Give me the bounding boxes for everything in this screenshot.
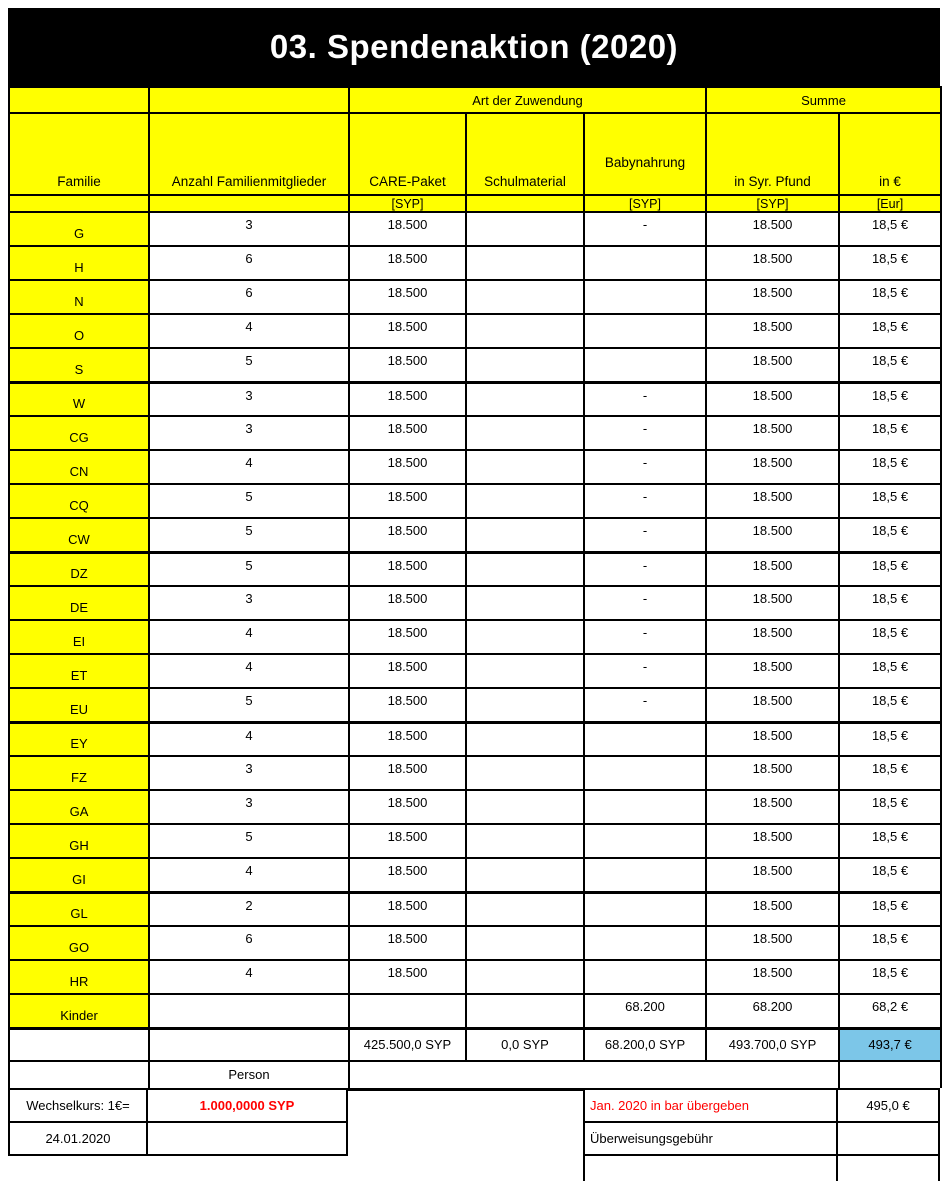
fee-value-cell bbox=[836, 1121, 940, 1156]
family-cell: DE bbox=[9, 586, 149, 620]
members-cell: 4 bbox=[149, 314, 349, 348]
members-cell: 3 bbox=[149, 382, 349, 416]
eur-cell: 18,5 € bbox=[839, 960, 941, 994]
cash-note-cell: Jan. 2020 in bar übergeben bbox=[583, 1088, 838, 1123]
schulmaterial-cell bbox=[466, 858, 584, 892]
syp-cell: 18.500 bbox=[706, 518, 839, 552]
babynahrung-cell: 68.200 bbox=[584, 994, 706, 1028]
eur-cell: 18,5 € bbox=[839, 314, 941, 348]
eur-cell: 18,5 € bbox=[839, 212, 941, 246]
schulmaterial-cell bbox=[466, 926, 584, 960]
care-cell: 18.500 bbox=[349, 586, 466, 620]
members-cell: 3 bbox=[149, 416, 349, 450]
schulmaterial-cell bbox=[466, 790, 584, 824]
eur-cell: 18,5 € bbox=[839, 586, 941, 620]
table-row bbox=[9, 824, 941, 858]
babynahrung-cell bbox=[584, 756, 706, 790]
care-cell: 18.500 bbox=[349, 416, 466, 450]
eur-cell: 18,5 € bbox=[839, 688, 941, 722]
family-cell: H bbox=[9, 246, 149, 280]
donation-table bbox=[8, 86, 942, 1088]
totals-anzahl-cell bbox=[149, 1028, 349, 1061]
syp-cell: 18.500 bbox=[706, 892, 839, 926]
schulmaterial-cell bbox=[466, 484, 584, 518]
members-cell: 5 bbox=[149, 688, 349, 722]
column-header-row bbox=[9, 113, 941, 195]
babynahrung-cell bbox=[584, 960, 706, 994]
care-cell: 18.500 bbox=[349, 314, 466, 348]
syp-cell: 18.500 bbox=[706, 620, 839, 654]
schulmaterial-cell bbox=[466, 654, 584, 688]
table-row bbox=[9, 518, 941, 552]
table-row bbox=[9, 654, 941, 688]
schulmaterial-cell bbox=[466, 552, 584, 586]
members-cell: 4 bbox=[149, 722, 349, 756]
syp-cell: 18.500 bbox=[706, 450, 839, 484]
care-cell: 18.500 bbox=[349, 620, 466, 654]
footer-section bbox=[8, 1088, 940, 1181]
family-cell: FZ bbox=[9, 756, 149, 790]
unit-anzahl bbox=[149, 195, 349, 212]
col-header-familie: Familie bbox=[9, 113, 149, 195]
schulmaterial-cell bbox=[466, 994, 584, 1028]
babynahrung-cell: - bbox=[584, 416, 706, 450]
family-cell: GL bbox=[9, 892, 149, 926]
members-cell: 3 bbox=[149, 586, 349, 620]
totals-familie-cell bbox=[9, 1028, 149, 1061]
syp-cell: 18.500 bbox=[706, 858, 839, 892]
eur-cell: 68,2 € bbox=[839, 994, 941, 1028]
col-header-babynahrung: Babynahrung bbox=[584, 113, 706, 195]
syp-cell: 18.500 bbox=[706, 552, 839, 586]
babynahrung-cell bbox=[584, 790, 706, 824]
person-spacer-cell bbox=[9, 1061, 149, 1088]
family-cell: GA bbox=[9, 790, 149, 824]
babynahrung-cell: - bbox=[584, 586, 706, 620]
eur-cell: 18,5 € bbox=[839, 654, 941, 688]
fee-empty-cell bbox=[583, 1154, 838, 1181]
table-row bbox=[9, 450, 941, 484]
family-cell: ET bbox=[9, 654, 149, 688]
syp-cell: 18.500 bbox=[706, 926, 839, 960]
members-cell: 5 bbox=[149, 484, 349, 518]
members-cell: 5 bbox=[149, 518, 349, 552]
eur-cell: 18,5 € bbox=[839, 722, 941, 756]
care-cell: 18.500 bbox=[349, 756, 466, 790]
schulmaterial-cell bbox=[466, 280, 584, 314]
members-cell: 6 bbox=[149, 926, 349, 960]
eur-cell: 18,5 € bbox=[839, 246, 941, 280]
table-row bbox=[9, 348, 941, 382]
table-row bbox=[9, 314, 941, 348]
totals-schulmaterial-cell: 0,0 SYP bbox=[466, 1028, 584, 1061]
family-cell: CN bbox=[9, 450, 149, 484]
family-cell: S bbox=[9, 348, 149, 382]
babynahrung-cell: - bbox=[584, 654, 706, 688]
schulmaterial-cell bbox=[466, 382, 584, 416]
schulmaterial-cell bbox=[466, 756, 584, 790]
unit-schulmaterial bbox=[466, 195, 584, 212]
syp-cell: 18.500 bbox=[706, 688, 839, 722]
members-cell: 3 bbox=[149, 790, 349, 824]
fee-label-cell: Überweisungsgebühr bbox=[583, 1121, 838, 1156]
babynahrung-cell: - bbox=[584, 620, 706, 654]
babynahrung-cell: - bbox=[584, 518, 706, 552]
eur-cell: 18,5 € bbox=[839, 824, 941, 858]
babynahrung-cell bbox=[584, 348, 706, 382]
table-row bbox=[9, 926, 941, 960]
schulmaterial-cell bbox=[466, 314, 584, 348]
table-row bbox=[9, 858, 941, 892]
footer-highlight-empty-cell bbox=[836, 1154, 940, 1181]
babynahrung-cell bbox=[584, 858, 706, 892]
members-cell: 4 bbox=[149, 450, 349, 484]
family-cell: CW bbox=[9, 518, 149, 552]
wechselkurs-label-cell: Wechselkurs: 1€= bbox=[8, 1088, 148, 1123]
care-cell: 18.500 bbox=[349, 688, 466, 722]
table-row bbox=[9, 722, 941, 756]
members-cell: 5 bbox=[149, 552, 349, 586]
eur-cell: 18,5 € bbox=[839, 416, 941, 450]
eur-cell: 18,5 € bbox=[839, 790, 941, 824]
babynahrung-cell bbox=[584, 892, 706, 926]
schulmaterial-cell bbox=[466, 450, 584, 484]
table-row bbox=[9, 280, 941, 314]
col-header-euro: in € bbox=[839, 113, 941, 195]
care-cell: 18.500 bbox=[349, 926, 466, 960]
members-cell: 5 bbox=[149, 824, 349, 858]
group-header-row bbox=[9, 87, 941, 113]
person-row bbox=[9, 1061, 941, 1088]
care-cell: 18.500 bbox=[349, 348, 466, 382]
babynahrung-cell: - bbox=[584, 688, 706, 722]
babynahrung-cell: - bbox=[584, 484, 706, 518]
family-cell: N bbox=[9, 280, 149, 314]
family-cell: G bbox=[9, 212, 149, 246]
group-header-art-der-zuwendung: Art der Zuwendung bbox=[349, 87, 706, 113]
unit-euro: [Eur] bbox=[839, 195, 941, 212]
care-cell: 18.500 bbox=[349, 518, 466, 552]
table-row bbox=[9, 586, 941, 620]
table-row bbox=[9, 688, 941, 722]
totals-euro-cell: 493,7 € bbox=[839, 1028, 941, 1061]
eur-cell: 18,5 € bbox=[839, 518, 941, 552]
care-cell: 18.500 bbox=[349, 722, 466, 756]
schulmaterial-cell bbox=[466, 722, 584, 756]
col-header-anzahl: Anzahl Familienmitglieder bbox=[149, 113, 349, 195]
eur-cell: 18,5 € bbox=[839, 348, 941, 382]
care-cell: 18.500 bbox=[349, 790, 466, 824]
unit-familie bbox=[9, 195, 149, 212]
syp-cell: 18.500 bbox=[706, 824, 839, 858]
person-label-cell: Person bbox=[149, 1061, 349, 1088]
family-cell: EY bbox=[9, 722, 149, 756]
members-cell: 6 bbox=[149, 246, 349, 280]
eur-cell: 18,5 € bbox=[839, 450, 941, 484]
cash-value-cell: 495,0 € bbox=[836, 1088, 940, 1123]
syp-cell: 18.500 bbox=[706, 960, 839, 994]
date-cell: 24.01.2020 bbox=[8, 1121, 148, 1156]
care-cell: 18.500 bbox=[349, 382, 466, 416]
table-row bbox=[9, 382, 941, 416]
syp-cell: 18.500 bbox=[706, 314, 839, 348]
table-row bbox=[9, 756, 941, 790]
totals-care-cell: 425.500,0 SYP bbox=[349, 1028, 466, 1061]
title-banner bbox=[8, 8, 940, 86]
syp-cell: 68.200 bbox=[706, 994, 839, 1028]
family-cell: HR bbox=[9, 960, 149, 994]
syp-cell: 18.500 bbox=[706, 756, 839, 790]
eur-cell: 18,5 € bbox=[839, 756, 941, 790]
members-cell: 2 bbox=[149, 892, 349, 926]
schulmaterial-cell bbox=[466, 824, 584, 858]
babynahrung-cell bbox=[584, 824, 706, 858]
family-cell: CQ bbox=[9, 484, 149, 518]
members-cell: 6 bbox=[149, 280, 349, 314]
family-cell: GI bbox=[9, 858, 149, 892]
members-cell: 4 bbox=[149, 654, 349, 688]
syp-cell: 18.500 bbox=[706, 790, 839, 824]
totals-row bbox=[9, 1028, 941, 1061]
babynahrung-cell bbox=[584, 926, 706, 960]
care-cell: 18.500 bbox=[349, 858, 466, 892]
header-spacer-familie bbox=[9, 87, 149, 113]
care-cell: 18.500 bbox=[349, 484, 466, 518]
header-spacer-anzahl bbox=[149, 87, 349, 113]
table-row bbox=[9, 552, 941, 586]
table-row bbox=[9, 416, 941, 450]
care-cell bbox=[349, 994, 466, 1028]
syp-cell: 18.500 bbox=[706, 654, 839, 688]
schulmaterial-cell bbox=[466, 688, 584, 722]
family-cell: EI bbox=[9, 620, 149, 654]
page-title: 03. Spendenaktion (2020) bbox=[269, 28, 679, 65]
unit-care: [SYP] bbox=[349, 195, 466, 212]
table-row bbox=[9, 212, 941, 246]
babynahrung-cell bbox=[584, 280, 706, 314]
group-header-summe: Summe bbox=[706, 87, 941, 113]
babynahrung-cell: - bbox=[584, 450, 706, 484]
syp-cell: 18.500 bbox=[706, 212, 839, 246]
syp-cell: 18.500 bbox=[706, 348, 839, 382]
family-cell: GO bbox=[9, 926, 149, 960]
care-cell: 18.500 bbox=[349, 654, 466, 688]
eur-cell: 18,5 € bbox=[839, 892, 941, 926]
family-cell: DZ bbox=[9, 552, 149, 586]
members-cell bbox=[149, 994, 349, 1028]
totals-syp-cell: 493.700,0 SYP bbox=[706, 1028, 839, 1061]
care-cell: 18.500 bbox=[349, 246, 466, 280]
schulmaterial-cell bbox=[466, 620, 584, 654]
wechselkurs-value-cell: 1.000,0000 SYP bbox=[146, 1088, 348, 1123]
care-cell: 18.500 bbox=[349, 824, 466, 858]
babynahrung-cell bbox=[584, 314, 706, 348]
babynahrung-cell bbox=[584, 246, 706, 280]
col-header-syr-pfund: in Syr. Pfund bbox=[706, 113, 839, 195]
members-cell: 4 bbox=[149, 960, 349, 994]
members-cell: 3 bbox=[149, 756, 349, 790]
totals-babynahrung-cell: 68.200,0 SYP bbox=[584, 1028, 706, 1061]
care-cell: 18.500 bbox=[349, 280, 466, 314]
members-cell: 4 bbox=[149, 620, 349, 654]
care-cell: 18.500 bbox=[349, 212, 466, 246]
family-cell: W bbox=[9, 382, 149, 416]
unit-syr-pfund: [SYP] bbox=[706, 195, 839, 212]
col-header-care-paket: CARE-Paket bbox=[349, 113, 466, 195]
schulmaterial-cell bbox=[466, 348, 584, 382]
members-cell: 3 bbox=[149, 212, 349, 246]
unit-babynahrung: [SYP] bbox=[584, 195, 706, 212]
schulmaterial-cell bbox=[466, 246, 584, 280]
table-row bbox=[9, 960, 941, 994]
table-row bbox=[9, 790, 941, 824]
syp-cell: 18.500 bbox=[706, 382, 839, 416]
babynahrung-cell: - bbox=[584, 552, 706, 586]
schulmaterial-cell bbox=[466, 960, 584, 994]
eur-cell: 18,5 € bbox=[839, 926, 941, 960]
eur-cell: 18,5 € bbox=[839, 280, 941, 314]
eur-cell: 18,5 € bbox=[839, 858, 941, 892]
wechselkurs-empty-cell bbox=[146, 1121, 348, 1156]
schulmaterial-cell bbox=[466, 586, 584, 620]
family-cell: Kinder bbox=[9, 994, 149, 1028]
syp-cell: 18.500 bbox=[706, 586, 839, 620]
table-row bbox=[9, 994, 941, 1028]
family-cell: GH bbox=[9, 824, 149, 858]
eur-cell: 18,5 € bbox=[839, 484, 941, 518]
members-cell: 5 bbox=[149, 348, 349, 382]
table-row bbox=[9, 892, 941, 926]
schulmaterial-cell bbox=[466, 518, 584, 552]
table-row bbox=[9, 246, 941, 280]
syp-cell: 18.500 bbox=[706, 722, 839, 756]
person-gap-cell bbox=[349, 1061, 839, 1088]
care-cell: 18.500 bbox=[349, 892, 466, 926]
members-cell: 4 bbox=[149, 858, 349, 892]
babynahrung-cell: - bbox=[584, 212, 706, 246]
schulmaterial-cell bbox=[466, 416, 584, 450]
table-row bbox=[9, 484, 941, 518]
person-euro-spacer-cell bbox=[839, 1061, 941, 1088]
eur-cell: 18,5 € bbox=[839, 382, 941, 416]
schulmaterial-cell bbox=[466, 892, 584, 926]
family-cell: O bbox=[9, 314, 149, 348]
care-cell: 18.500 bbox=[349, 960, 466, 994]
family-cell: EU bbox=[9, 688, 149, 722]
syp-cell: 18.500 bbox=[706, 280, 839, 314]
care-cell: 18.500 bbox=[349, 450, 466, 484]
unit-header-row bbox=[9, 195, 941, 212]
eur-cell: 18,5 € bbox=[839, 552, 941, 586]
eur-cell: 18,5 € bbox=[839, 620, 941, 654]
table-row bbox=[9, 620, 941, 654]
syp-cell: 18.500 bbox=[706, 484, 839, 518]
col-header-schulmaterial: Schulmaterial bbox=[466, 113, 584, 195]
babynahrung-cell bbox=[584, 722, 706, 756]
schulmaterial-cell bbox=[466, 212, 584, 246]
babynahrung-cell: - bbox=[584, 382, 706, 416]
syp-cell: 18.500 bbox=[706, 246, 839, 280]
syp-cell: 18.500 bbox=[706, 416, 839, 450]
family-cell: CG bbox=[9, 416, 149, 450]
care-cell: 18.500 bbox=[349, 552, 466, 586]
